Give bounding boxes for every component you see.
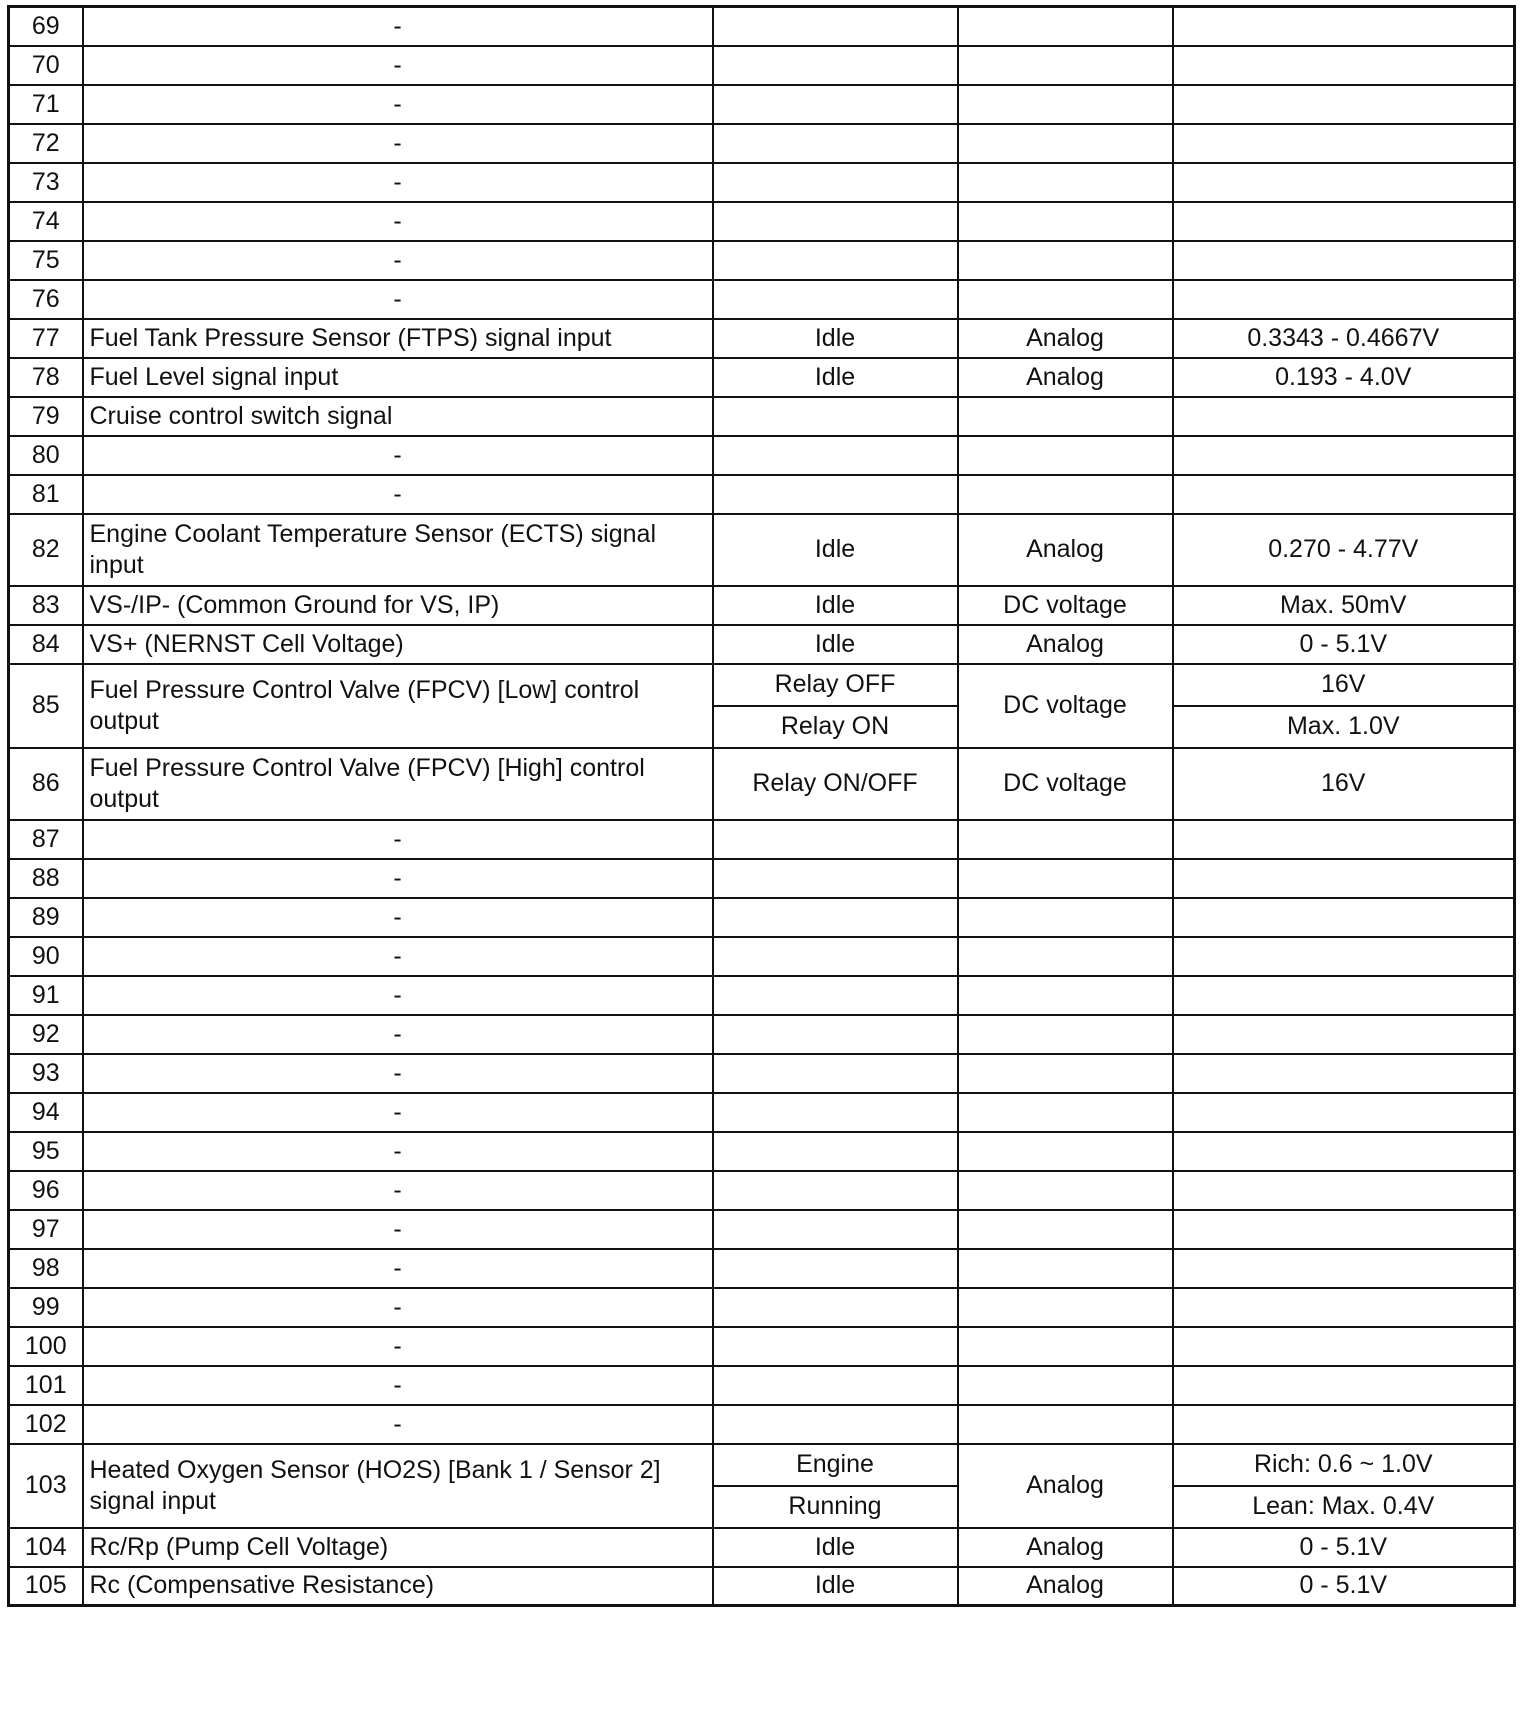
level-cell xyxy=(1173,1405,1515,1444)
level-cell xyxy=(1173,1327,1515,1366)
table-row xyxy=(9,202,1515,241)
pin-number-cell: 98 xyxy=(9,1249,83,1288)
level-cell xyxy=(1173,436,1515,475)
condition-cell xyxy=(713,1366,958,1405)
type-cell xyxy=(958,241,1173,280)
condition-cell xyxy=(713,397,958,436)
table-row xyxy=(9,280,1515,319)
level-cell xyxy=(1173,46,1515,85)
level-cell: 0 - 5.1V xyxy=(1173,625,1515,664)
type-cell: DC voltage xyxy=(958,664,1173,748)
table-row xyxy=(9,163,1515,202)
level-cell xyxy=(1173,85,1515,124)
condition-cell xyxy=(713,475,958,514)
type-cell: Analog xyxy=(958,319,1173,358)
condition-cell: Engine xyxy=(713,1444,958,1486)
description-cell: Fuel Tank Pressure Sensor (FTPS) signal input xyxy=(83,319,713,358)
pin-number-cell: 69 xyxy=(9,7,83,46)
type-cell: Analog xyxy=(958,625,1173,664)
condition-cell xyxy=(713,1093,958,1132)
pin-number-cell: 105 xyxy=(9,1567,83,1606)
type-cell xyxy=(958,1171,1173,1210)
table-row xyxy=(9,1567,1515,1606)
table-row xyxy=(9,1327,1515,1366)
description-cell: Fuel Pressure Control Valve (FPCV) [Low] control output xyxy=(83,664,713,748)
condition-cell xyxy=(713,202,958,241)
level-cell: 0 - 5.1V xyxy=(1173,1528,1515,1567)
table-row xyxy=(9,241,1515,280)
condition-cell xyxy=(713,898,958,937)
level-cell xyxy=(1173,1288,1515,1327)
pin-number-cell: 89 xyxy=(9,898,83,937)
level-cell: 0.270 - 4.77V xyxy=(1173,514,1515,586)
pin-number-cell: 73 xyxy=(9,163,83,202)
level-cell xyxy=(1173,1366,1515,1405)
description-cell: - xyxy=(83,937,713,976)
condition-cell xyxy=(713,1054,958,1093)
level-cell xyxy=(1173,7,1515,46)
level-cell xyxy=(1173,124,1515,163)
level-cell xyxy=(1173,280,1515,319)
table-row xyxy=(9,1054,1515,1093)
condition-cell: Idle xyxy=(713,514,958,586)
description-cell: - xyxy=(83,85,713,124)
description-cell: - xyxy=(83,820,713,859)
type-cell: Analog xyxy=(958,1567,1173,1606)
level-cell xyxy=(1173,937,1515,976)
pin-number-cell: 90 xyxy=(9,937,83,976)
type-cell: Analog xyxy=(958,1444,1173,1528)
type-cell xyxy=(958,898,1173,937)
pin-number-cell: 96 xyxy=(9,1171,83,1210)
table-row xyxy=(9,820,1515,859)
description-cell: - xyxy=(83,1249,713,1288)
pin-number-cell: 75 xyxy=(9,241,83,280)
type-cell xyxy=(958,937,1173,976)
type-cell xyxy=(958,1288,1173,1327)
condition-cell xyxy=(713,1132,958,1171)
description-cell: - xyxy=(83,898,713,937)
condition-cell xyxy=(713,1405,958,1444)
type-cell xyxy=(958,46,1173,85)
pin-number-cell: 102 xyxy=(9,1405,83,1444)
table-row xyxy=(9,1210,1515,1249)
pin-number-cell: 104 xyxy=(9,1528,83,1567)
condition-cell xyxy=(713,859,958,898)
pin-number-cell: 82 xyxy=(9,514,83,586)
pin-number-cell: 76 xyxy=(9,280,83,319)
condition-cell xyxy=(713,976,958,1015)
description-cell: - xyxy=(83,475,713,514)
condition-cell xyxy=(713,1171,958,1210)
description-cell: - xyxy=(83,46,713,85)
description-cell: - xyxy=(83,241,713,280)
description-cell: - xyxy=(83,7,713,46)
type-cell: Analog xyxy=(958,358,1173,397)
description-cell: Fuel Level signal input xyxy=(83,358,713,397)
type-cell xyxy=(958,1054,1173,1093)
level-cell xyxy=(1173,859,1515,898)
level-cell xyxy=(1173,475,1515,514)
level-cell: Rich: 0.6 ~ 1.0V xyxy=(1173,1444,1515,1486)
table-row xyxy=(9,1171,1515,1210)
table-row xyxy=(9,664,1515,706)
level-cell xyxy=(1173,163,1515,202)
description-cell: - xyxy=(83,1054,713,1093)
table-row xyxy=(9,625,1515,664)
type-cell: Analog xyxy=(958,514,1173,586)
condition-cell xyxy=(713,436,958,475)
pin-number-cell: 87 xyxy=(9,820,83,859)
pin-number-cell: 70 xyxy=(9,46,83,85)
type-cell xyxy=(958,1093,1173,1132)
condition-cell: Idle xyxy=(713,586,958,625)
type-cell xyxy=(958,1249,1173,1288)
description-cell: - xyxy=(83,1366,713,1405)
type-cell xyxy=(958,820,1173,859)
level-cell: Max. 1.0V xyxy=(1173,706,1515,748)
type-cell xyxy=(958,202,1173,241)
condition-cell: Relay ON xyxy=(713,706,958,748)
description-cell: - xyxy=(83,436,713,475)
description-cell: - xyxy=(83,1093,713,1132)
type-cell: DC voltage xyxy=(958,586,1173,625)
condition-cell xyxy=(713,937,958,976)
table-row xyxy=(9,1249,1515,1288)
condition-cell: Idle xyxy=(713,358,958,397)
pin-number-cell: 84 xyxy=(9,625,83,664)
pin-number-cell: 86 xyxy=(9,748,83,820)
type-cell xyxy=(958,475,1173,514)
level-cell: 0.193 - 4.0V xyxy=(1173,358,1515,397)
level-cell xyxy=(1173,1093,1515,1132)
description-cell: - xyxy=(83,163,713,202)
type-cell xyxy=(958,163,1173,202)
table-row xyxy=(9,898,1515,937)
condition-cell: Idle xyxy=(713,625,958,664)
table-row xyxy=(9,475,1515,514)
pin-function-table xyxy=(7,5,1516,1607)
type-cell xyxy=(958,1132,1173,1171)
condition-cell xyxy=(713,1327,958,1366)
condition-cell xyxy=(713,85,958,124)
condition-cell xyxy=(713,1288,958,1327)
pin-number-cell: 100 xyxy=(9,1327,83,1366)
description-cell: - xyxy=(83,1210,713,1249)
table-row xyxy=(9,46,1515,85)
table-row xyxy=(9,1366,1515,1405)
table-row xyxy=(9,358,1515,397)
condition-cell: Idle xyxy=(713,1528,958,1567)
level-cell xyxy=(1173,397,1515,436)
level-cell xyxy=(1173,202,1515,241)
type-cell xyxy=(958,1366,1173,1405)
type-cell xyxy=(958,1015,1173,1054)
type-cell xyxy=(958,1327,1173,1366)
condition-cell: Relay OFF xyxy=(713,664,958,706)
level-cell: 0.3343 - 0.4667V xyxy=(1173,319,1515,358)
level-cell: Max. 50mV xyxy=(1173,586,1515,625)
pin-number-cell: 92 xyxy=(9,1015,83,1054)
pin-number-cell: 93 xyxy=(9,1054,83,1093)
pin-number-cell: 85 xyxy=(9,664,83,748)
description-cell: VS+ (NERNST Cell Voltage) xyxy=(83,625,713,664)
pin-number-cell: 95 xyxy=(9,1132,83,1171)
description-cell: - xyxy=(83,280,713,319)
description-cell: - xyxy=(83,1132,713,1171)
condition-cell xyxy=(713,163,958,202)
pin-number-cell: 94 xyxy=(9,1093,83,1132)
pin-number-cell: 72 xyxy=(9,124,83,163)
condition-cell: Running xyxy=(713,1486,958,1528)
table-row xyxy=(9,85,1515,124)
pin-number-cell: 99 xyxy=(9,1288,83,1327)
level-cell xyxy=(1173,820,1515,859)
description-cell: - xyxy=(83,1288,713,1327)
description-cell: Fuel Pressure Control Valve (FPCV) [High] control output xyxy=(83,748,713,820)
level-cell: 16V xyxy=(1173,664,1515,706)
pin-number-cell: 74 xyxy=(9,202,83,241)
condition-cell xyxy=(713,124,958,163)
condition-cell: Idle xyxy=(713,1567,958,1606)
level-cell: 16V xyxy=(1173,748,1515,820)
description-cell: - xyxy=(83,976,713,1015)
type-cell xyxy=(958,1210,1173,1249)
table-row xyxy=(9,748,1515,820)
table-row xyxy=(9,1132,1515,1171)
table-row xyxy=(9,586,1515,625)
pin-number-cell: 80 xyxy=(9,436,83,475)
level-cell xyxy=(1173,1015,1515,1054)
description-cell: - xyxy=(83,859,713,898)
table-row xyxy=(9,976,1515,1015)
type-cell xyxy=(958,859,1173,898)
type-cell xyxy=(958,1405,1173,1444)
level-cell xyxy=(1173,1132,1515,1171)
level-cell xyxy=(1173,898,1515,937)
description-cell: VS-/IP- (Common Ground for VS, IP) xyxy=(83,586,713,625)
type-cell: DC voltage xyxy=(958,748,1173,820)
type-cell xyxy=(958,7,1173,46)
type-cell xyxy=(958,124,1173,163)
pin-number-cell: 71 xyxy=(9,85,83,124)
level-cell xyxy=(1173,1054,1515,1093)
description-cell: Heated Oxygen Sensor (HO2S) [Bank 1 / Sensor 2] signal input xyxy=(83,1444,713,1528)
table-row xyxy=(9,1015,1515,1054)
condition-cell xyxy=(713,820,958,859)
condition-cell xyxy=(713,241,958,280)
type-cell xyxy=(958,976,1173,1015)
condition-cell xyxy=(713,7,958,46)
type-cell xyxy=(958,85,1173,124)
table-row xyxy=(9,397,1515,436)
table-row xyxy=(9,7,1515,46)
pin-number-cell: 103 xyxy=(9,1444,83,1528)
pin-number-cell: 79 xyxy=(9,397,83,436)
condition-cell xyxy=(713,1249,958,1288)
level-cell: 0 - 5.1V xyxy=(1173,1567,1515,1606)
pin-number-cell: 83 xyxy=(9,586,83,625)
description-cell: Cruise control switch signal xyxy=(83,397,713,436)
condition-cell xyxy=(713,280,958,319)
type-cell: Analog xyxy=(958,1528,1173,1567)
pin-number-cell: 91 xyxy=(9,976,83,1015)
table-row xyxy=(9,514,1515,586)
pin-number-cell: 78 xyxy=(9,358,83,397)
description-cell: Rc (Compensative Resistance) xyxy=(83,1567,713,1606)
pin-number-cell: 101 xyxy=(9,1366,83,1405)
condition-cell xyxy=(713,1015,958,1054)
pin-number-cell: 88 xyxy=(9,859,83,898)
table-row xyxy=(9,319,1515,358)
description-cell: Rc/Rp (Pump Cell Voltage) xyxy=(83,1528,713,1567)
description-cell: Engine Coolant Temperature Sensor (ECTS) signal input xyxy=(83,514,713,586)
table-row xyxy=(9,436,1515,475)
table-body xyxy=(9,7,1515,1606)
description-cell: - xyxy=(83,1327,713,1366)
table-row xyxy=(9,859,1515,898)
table-row xyxy=(9,1093,1515,1132)
level-cell: Lean: Max. 0.4V xyxy=(1173,1486,1515,1528)
pin-number-cell: 81 xyxy=(9,475,83,514)
condition-cell: Relay ON/OFF xyxy=(713,748,958,820)
type-cell xyxy=(958,280,1173,319)
pin-number-cell: 97 xyxy=(9,1210,83,1249)
level-cell xyxy=(1173,241,1515,280)
description-cell: - xyxy=(83,202,713,241)
condition-cell xyxy=(713,1210,958,1249)
table-row xyxy=(9,1528,1515,1567)
level-cell xyxy=(1173,1171,1515,1210)
table-row xyxy=(9,1444,1515,1486)
type-cell xyxy=(958,436,1173,475)
table-row xyxy=(9,1288,1515,1327)
level-cell xyxy=(1173,1210,1515,1249)
description-cell: - xyxy=(83,1171,713,1210)
table-row xyxy=(9,124,1515,163)
description-cell: - xyxy=(83,1015,713,1054)
condition-cell: Idle xyxy=(713,319,958,358)
pin-number-cell: 77 xyxy=(9,319,83,358)
description-cell: - xyxy=(83,124,713,163)
condition-cell xyxy=(713,46,958,85)
table-row xyxy=(9,937,1515,976)
level-cell xyxy=(1173,976,1515,1015)
description-cell: - xyxy=(83,1405,713,1444)
type-cell xyxy=(958,397,1173,436)
table-row xyxy=(9,1405,1515,1444)
level-cell xyxy=(1173,1249,1515,1288)
